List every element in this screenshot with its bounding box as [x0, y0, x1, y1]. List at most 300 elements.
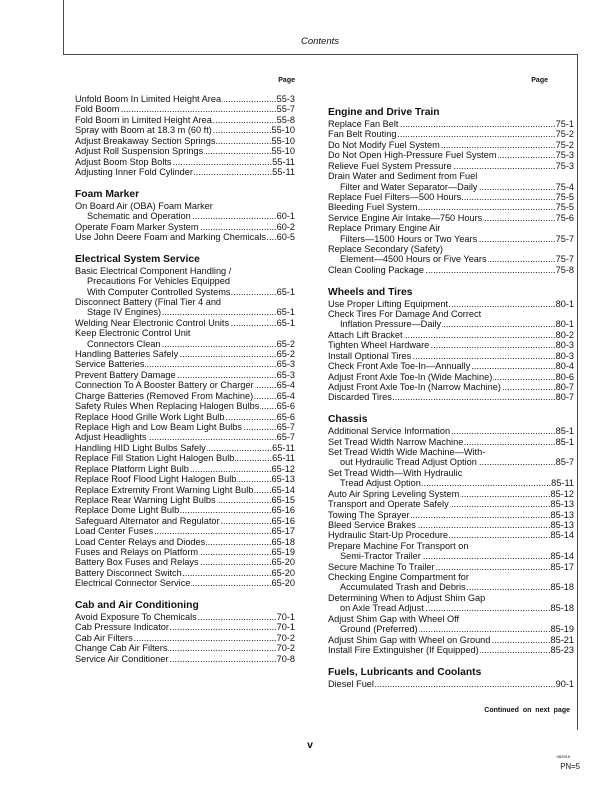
toc-entry-page: 65-11 [272, 442, 295, 453]
toc-entry-title: Charge Batteries (Removed From Machine) [75, 390, 254, 401]
toc-entry-page: 55-7 [276, 104, 295, 115]
toc-entry-title: Adjust Front Axle Toe-In (Narrow Machine) [328, 381, 501, 392]
toc-entry-title: Replace Fuel Filters—500 Hours [328, 191, 462, 202]
toc-entry-line [328, 437, 574, 447]
toc-entry-line [75, 547, 295, 557]
toc-entry-line [328, 478, 574, 488]
toc-entry-title: Additional Service Information [328, 426, 451, 437]
toc-entry [75, 516, 295, 526]
toc-entry-title: on Axle Tread Adjust [340, 603, 424, 614]
toc-entry-line [75, 115, 295, 125]
toc-section-heading: Fuels, Lubricants and Coolants [328, 666, 482, 678]
toc-entry-line [328, 161, 574, 171]
toc-entry-title: Replace High and Low Beam Light Bulbs [75, 421, 243, 432]
dot-leader [478, 234, 555, 244]
toc-entry [75, 654, 295, 664]
dot-leader [260, 401, 276, 411]
toc-entry-line [328, 468, 574, 478]
toc-entry-title: Disconnect Battery (Final Tier 4 and [75, 296, 222, 307]
toc-entry-line [328, 351, 574, 361]
toc-entry [328, 499, 574, 509]
toc-entry-line [328, 635, 574, 645]
toc-entry-line [75, 443, 295, 453]
toc-entry-title: Adjust Headlights [75, 432, 147, 443]
toc-entry-page: 70-1 [276, 612, 295, 623]
document-date-code: 082915 [556, 753, 570, 759]
toc-entry-page: 55-11 [272, 166, 295, 177]
toc-entry-title: Precautions For Vehicles Equipped [87, 276, 231, 287]
toc-entry-title: Check Front Axle Toe-In—Annually [328, 361, 471, 372]
toc-entry-page: 65-16 [271, 505, 295, 516]
toc-entry [75, 505, 295, 515]
toc-entry-page: 65-1 [276, 286, 295, 297]
toc-entry-line [75, 266, 295, 276]
toc-entry-title: Fold Boom [75, 104, 120, 115]
toc-entry-line [328, 489, 574, 499]
page-title: Contents [300, 36, 340, 47]
toc-entry-page: 80-3 [555, 350, 574, 361]
toc-entry [328, 520, 574, 530]
toc-entry-page: 75-2 [555, 139, 574, 150]
toc-entry-title: Load Center Relays and Diodes [75, 536, 206, 547]
toc-entry-line [75, 232, 295, 242]
toc-entry-title: Drain Water and Sediment from Fuel [328, 171, 478, 182]
toc-entry-title: Filters—1500 Hours or Two Years [340, 233, 478, 244]
toc-entry-title: Tighten Wheel Hardware [328, 340, 430, 351]
toc-entry-page: 55-3 [276, 94, 295, 104]
toc-entry-title: Check Tires For Damage And Correct [328, 309, 482, 320]
toc-entry-line [328, 603, 574, 613]
toc-entry-line [75, 474, 295, 484]
dot-leader [162, 339, 277, 349]
toc-entry-title: Transport and Operate Safely [328, 499, 449, 510]
dot-leader [483, 213, 555, 223]
toc-entry-page: 85-13 [550, 509, 574, 520]
toc-entry-line [328, 213, 574, 223]
toc-entry-line [75, 612, 295, 622]
dot-leader [267, 232, 277, 242]
toc-entry-title: Set Tread Width Narrow Machine [328, 436, 464, 447]
toc-entry [328, 213, 574, 223]
toc-entry [328, 426, 574, 436]
toc-entry [328, 140, 574, 150]
dot-leader [191, 578, 271, 588]
toc-entry-page: 65-2 [276, 338, 295, 349]
toc-entry-page: 65-20 [271, 578, 295, 589]
toc-entry-title: Replace Rear Warning Light Bulbs [75, 494, 216, 505]
toc-entry [75, 633, 295, 643]
toc-section-heading: Wheels and Tires [328, 286, 413, 298]
toc-entry-line [75, 359, 295, 369]
toc-entry [328, 593, 574, 614]
toc-entry [328, 223, 574, 244]
toc-entry-title: Replace Roof Flood Light Halogen Bulb [75, 474, 237, 485]
toc-entry-page: 55-10 [271, 135, 295, 146]
toc-entry-title: Unfold Boom In Limited Height Area [75, 94, 222, 104]
toc-entry [75, 359, 295, 369]
dot-leader [213, 125, 272, 135]
toc-entry-line [328, 447, 574, 457]
toc-entry [75, 297, 295, 318]
toc-entry-line [75, 328, 295, 338]
dot-leader [199, 547, 271, 557]
toc-entry [75, 612, 295, 622]
toc-entry-title: Use Proper Lifting Equipment [328, 298, 449, 309]
toc-entry-title: Replace Fill Station Light Halogen Bulb [75, 453, 235, 464]
toc-entry [328, 530, 574, 540]
toc-entry-page: 80-4 [555, 361, 574, 372]
toc-entry [328, 447, 574, 468]
toc-entry-line [75, 622, 295, 632]
toc-entry-title: Basic Electrical Component Handling / [75, 265, 232, 276]
toc-entry-title: Checking Engine Compartment for [328, 572, 469, 583]
toc-entry [75, 412, 295, 422]
toc-entry-title: Clean Cooling Package [328, 264, 425, 275]
toc-section-heading: Electrical System Service [75, 253, 200, 265]
toc-entry-title: Auto Air Spring Leveling System [328, 488, 460, 499]
toc-entry [75, 443, 295, 453]
toc-entry-title: Electrical Connector Service [75, 578, 191, 589]
dot-leader [404, 330, 556, 340]
toc-column-right [328, 96, 574, 689]
toc-entry-line [328, 392, 574, 402]
dot-leader [170, 622, 277, 632]
toc-entry [75, 266, 295, 297]
dot-leader [213, 115, 277, 125]
toc-entry-title: Inflation Pressure—Daily [340, 319, 442, 330]
toc-entry-title: Hydraulic Start-Up Procedure [328, 530, 448, 541]
toc-entry-title: Prepare Machine For Transport on [328, 540, 469, 551]
dot-leader [419, 624, 551, 634]
toc-entry-line [328, 150, 574, 160]
dot-leader [464, 437, 555, 447]
toc-entry-page: 80-6 [555, 371, 574, 382]
toc-entry-page: 85-18 [550, 603, 574, 614]
toc-entry [328, 340, 574, 350]
toc-entry-line [75, 167, 295, 177]
toc-entry-title: Towing The Sprayer [328, 509, 410, 520]
toc-entry-title: Attach Lift Bracket [328, 329, 403, 340]
toc-entry-line [328, 361, 574, 371]
toc-entry [75, 125, 295, 135]
toc-entry [75, 547, 295, 557]
toc-entry [328, 372, 574, 382]
toc-entry-page: 55-10 [271, 146, 295, 157]
toc-entry-page: 85-1 [555, 426, 574, 437]
toc-entry-title: Battery Box Fuses and Relays [75, 557, 199, 568]
toc-entry [75, 391, 295, 401]
toc-entry-line [75, 287, 295, 297]
toc-entry [328, 309, 574, 330]
dot-leader [451, 426, 556, 436]
toc-entry-title: Do Not Modify Fuel System [328, 139, 440, 150]
toc-entry-line [75, 157, 295, 167]
page-column-label: Page [531, 76, 548, 84]
continued-note: Continued on next page [484, 707, 570, 714]
toc-entry-line [75, 94, 295, 104]
toc-entry-title: Connectors Clean [87, 338, 161, 349]
dot-leader [254, 391, 276, 401]
dot-leader [198, 612, 277, 622]
toc-entry [75, 485, 295, 495]
toc-entry-line [328, 254, 574, 264]
dot-leader [412, 351, 555, 361]
toc-entry [75, 136, 295, 146]
dot-leader [399, 119, 555, 129]
toc-entry-title: Fuses and Relays on Platform [75, 547, 199, 558]
dot-leader [471, 361, 555, 371]
toc-entry-title: Adjust Shim Gap with Wheel Off [328, 613, 460, 624]
toc-entry-title: Welding Near Electronic Control Units [75, 317, 230, 328]
dot-leader [478, 457, 556, 467]
dot-leader [148, 432, 277, 442]
dot-leader [204, 146, 271, 156]
toc-entry-page: 65-20 [271, 567, 295, 578]
toc-entry-page: 80-7 [555, 392, 574, 403]
toc-entry-page: 55-11 [272, 156, 295, 167]
toc-entry-page: 55-8 [276, 114, 295, 125]
toc-entry [328, 468, 574, 489]
toc-entry-title: Operate Foam Marker System [75, 221, 199, 232]
toc-entry-title: Filter and Water Separator—Daily [340, 181, 478, 192]
toc-entry-line [328, 530, 574, 540]
toc-entry-page: 60-1 [276, 211, 295, 222]
dot-leader [120, 104, 276, 114]
toc-entry [75, 464, 295, 474]
toc-entry-page: 65-3 [276, 359, 295, 370]
dot-leader [168, 643, 276, 653]
toc-entry-title: Bleed Service Brakes [328, 519, 416, 530]
toc-entry-line [328, 340, 574, 350]
toc-section-heading: Chassis [328, 414, 368, 426]
dot-leader [217, 495, 272, 505]
toc-entry-page: 75-6 [555, 212, 574, 223]
toc-entry [75, 474, 295, 484]
dot-leader [222, 94, 277, 104]
toc-entry-page: 65-6 [276, 401, 295, 412]
toc-entry-line [328, 541, 574, 551]
toc-entry-page: 75-5 [555, 202, 574, 213]
toc-entry-line [75, 432, 295, 442]
dot-leader [422, 551, 551, 561]
toc-entry [328, 119, 574, 129]
toc-entry-line [75, 297, 295, 307]
dot-leader [200, 557, 272, 567]
dot-leader [231, 287, 276, 297]
toc-entry [75, 643, 295, 653]
dot-leader [207, 443, 272, 453]
toc-entry-line [328, 372, 574, 382]
toc-entry-line [75, 211, 295, 221]
toc-entry-title: Replace Secondary (Safety) [328, 244, 443, 255]
toc-entry [75, 222, 295, 232]
toc-entry [75, 578, 295, 588]
toc-entry-title: Do Not Open High-Pressure Fuel System [328, 150, 497, 161]
toc-entry [75, 537, 295, 547]
dot-leader [254, 485, 271, 495]
dot-leader [190, 464, 272, 474]
toc-entry-line [328, 572, 574, 582]
dot-leader [417, 520, 551, 530]
toc-entry-title: Ground (Preferred) [340, 624, 418, 635]
toc-entry-page: 60-5 [276, 231, 295, 242]
dot-leader [169, 654, 276, 664]
toc-entry-line [328, 299, 574, 309]
dot-leader [393, 392, 556, 402]
toc-entry-line [75, 276, 295, 286]
dot-leader [425, 603, 551, 613]
dot-leader [422, 478, 551, 488]
toc-entry-page: 65-4 [276, 390, 295, 401]
toc-entry-page: 85-12 [550, 488, 574, 499]
dot-leader [480, 645, 551, 655]
toc-entry [328, 614, 574, 635]
toc-entry-page: 85-14 [550, 551, 574, 562]
dot-leader [467, 582, 551, 592]
toc-entry-title: Adjust Boom Stop Bolts [75, 156, 172, 167]
toc-entry-page: 80-3 [555, 340, 574, 351]
toc-entry-title: Service Air Conditioner [75, 653, 169, 664]
toc-entry-page: 70-2 [276, 632, 295, 643]
toc-entry-line [75, 516, 295, 526]
toc-entry-line [328, 129, 574, 139]
toc-entry-line [75, 380, 295, 390]
toc-entry-title: Replace Fan Belt [328, 118, 399, 129]
dot-leader [221, 516, 272, 526]
toc-entry-line [75, 136, 295, 146]
toc-entry-page: 65-18 [271, 536, 295, 547]
dot-leader [498, 150, 556, 160]
toc-entry-line [75, 201, 295, 211]
toc-entry-line [75, 464, 295, 474]
toc-entry-title: Cab Air Filters [75, 632, 133, 643]
toc-entry [75, 380, 295, 390]
toc-entry-title: Replace Platform Light Bulb [75, 463, 189, 474]
toc-entry [328, 299, 574, 309]
toc-entry [328, 489, 574, 499]
toc-entry-title: Keep Electronic Control Unit [75, 328, 191, 339]
dot-leader [177, 370, 277, 380]
toc-entry-line [328, 510, 574, 520]
toc-entry-line [328, 499, 574, 509]
dot-leader [450, 499, 551, 509]
toc-entry-line [75, 307, 295, 317]
dot-leader [460, 489, 550, 499]
toc-entry-line [75, 578, 295, 588]
toc-entry-line [328, 645, 574, 655]
toc-entry-line [328, 309, 574, 319]
toc-entry-line [75, 557, 295, 567]
toc-entry-title: Replace Hood Grille Work Light Bulb [75, 411, 225, 422]
dot-leader [488, 254, 556, 264]
dot-leader [206, 537, 271, 547]
toc-entry-title: Load Center Fuses [75, 526, 154, 537]
toc-entry-title: With Computer Controlled Systems [87, 286, 231, 297]
dot-leader [441, 140, 556, 150]
dot-leader [235, 453, 272, 463]
dot-leader [491, 635, 550, 645]
toc-entry [328, 265, 574, 275]
toc-entry-title: Fan Belt Routing [328, 129, 397, 140]
dot-leader [180, 505, 271, 515]
toc-entry-page: 90-1 [555, 678, 574, 689]
toc-entry [75, 453, 295, 463]
toc-entry-page: 65-1 [276, 317, 295, 328]
toc-entry-page: 65-12 [271, 463, 295, 474]
toc-entry-title: Service Engine Air Intake—750 Hours [328, 212, 483, 223]
toc-entry [328, 192, 574, 202]
toc-entry-line [75, 537, 295, 547]
dot-leader [375, 679, 556, 689]
toc-entry-page: 65-11 [272, 453, 295, 464]
toc-entry-line [328, 223, 574, 233]
toc-entry-line [75, 146, 295, 156]
toc-entry-page: 75-7 [555, 254, 574, 265]
dot-leader [243, 422, 277, 432]
toc-entry [328, 351, 574, 361]
toc-entry-line [328, 582, 574, 592]
toc-entry-line [328, 382, 574, 392]
toc-entry-page: 80-1 [555, 319, 574, 330]
toc-entry [328, 382, 574, 392]
toc-entry-line [328, 457, 574, 467]
toc-entry-title: Discarded Tires [328, 392, 392, 403]
toc-entry-line [328, 614, 574, 624]
toc-entry-line [328, 192, 574, 202]
toc-entry [75, 370, 295, 380]
toc-entry-title: Change Cab Air Filters [75, 643, 168, 654]
toc-entry [328, 572, 574, 593]
toc-entry [75, 432, 295, 442]
toc-entry-title: Avoid Exposure To Chemicals [75, 612, 197, 623]
toc-entry-title: On Board Air (OBA) Foam Marker [75, 200, 213, 211]
toc-entry-title: Fold Boom in Limited Height Area [75, 114, 212, 125]
toc-entry-title: Schematic and Operation [87, 211, 191, 222]
pn-code: PN=5 [560, 762, 580, 771]
dot-leader [418, 202, 555, 212]
toc-entry-title: Cab Pressure Indicator [75, 622, 169, 633]
toc-entry-line [328, 520, 574, 530]
toc-entry [75, 104, 295, 114]
toc-entry-line [75, 125, 295, 135]
toc-entry-line [75, 401, 295, 411]
toc-entry-title: Battery Disconnect Switch [75, 567, 182, 578]
toc-entry-line [75, 422, 295, 432]
header-rule-bottom [63, 54, 578, 55]
toc-entry-line [75, 505, 295, 515]
body-rule-right [577, 54, 578, 730]
toc-entry-title: Install Optional Tires [328, 350, 412, 361]
toc-entry-title: Connection To A Booster Battery or Charger [75, 380, 254, 391]
toc-entry-page: 85-19 [550, 624, 574, 635]
toc-entry-page: 65-4 [276, 380, 295, 391]
toc-entry-line [328, 171, 574, 181]
dot-leader [225, 412, 276, 422]
toc-entry [328, 392, 574, 402]
dot-leader [449, 530, 551, 540]
toc-entry-page: 55-10 [271, 125, 295, 136]
page-column-label: Page [278, 76, 295, 84]
dot-leader [430, 340, 555, 350]
toc-entry-title: Handling HID Light Bulbs Safely [75, 442, 206, 453]
toc-entry-page: 75-7 [555, 233, 574, 244]
toc-entry-page: 85-13 [550, 519, 574, 530]
toc-entry-page: 65-17 [271, 526, 295, 537]
toc-entry-page: 85-18 [550, 582, 574, 593]
toc-entry-line [75, 654, 295, 664]
toc-entry-line [75, 568, 295, 578]
dot-leader [411, 510, 551, 520]
